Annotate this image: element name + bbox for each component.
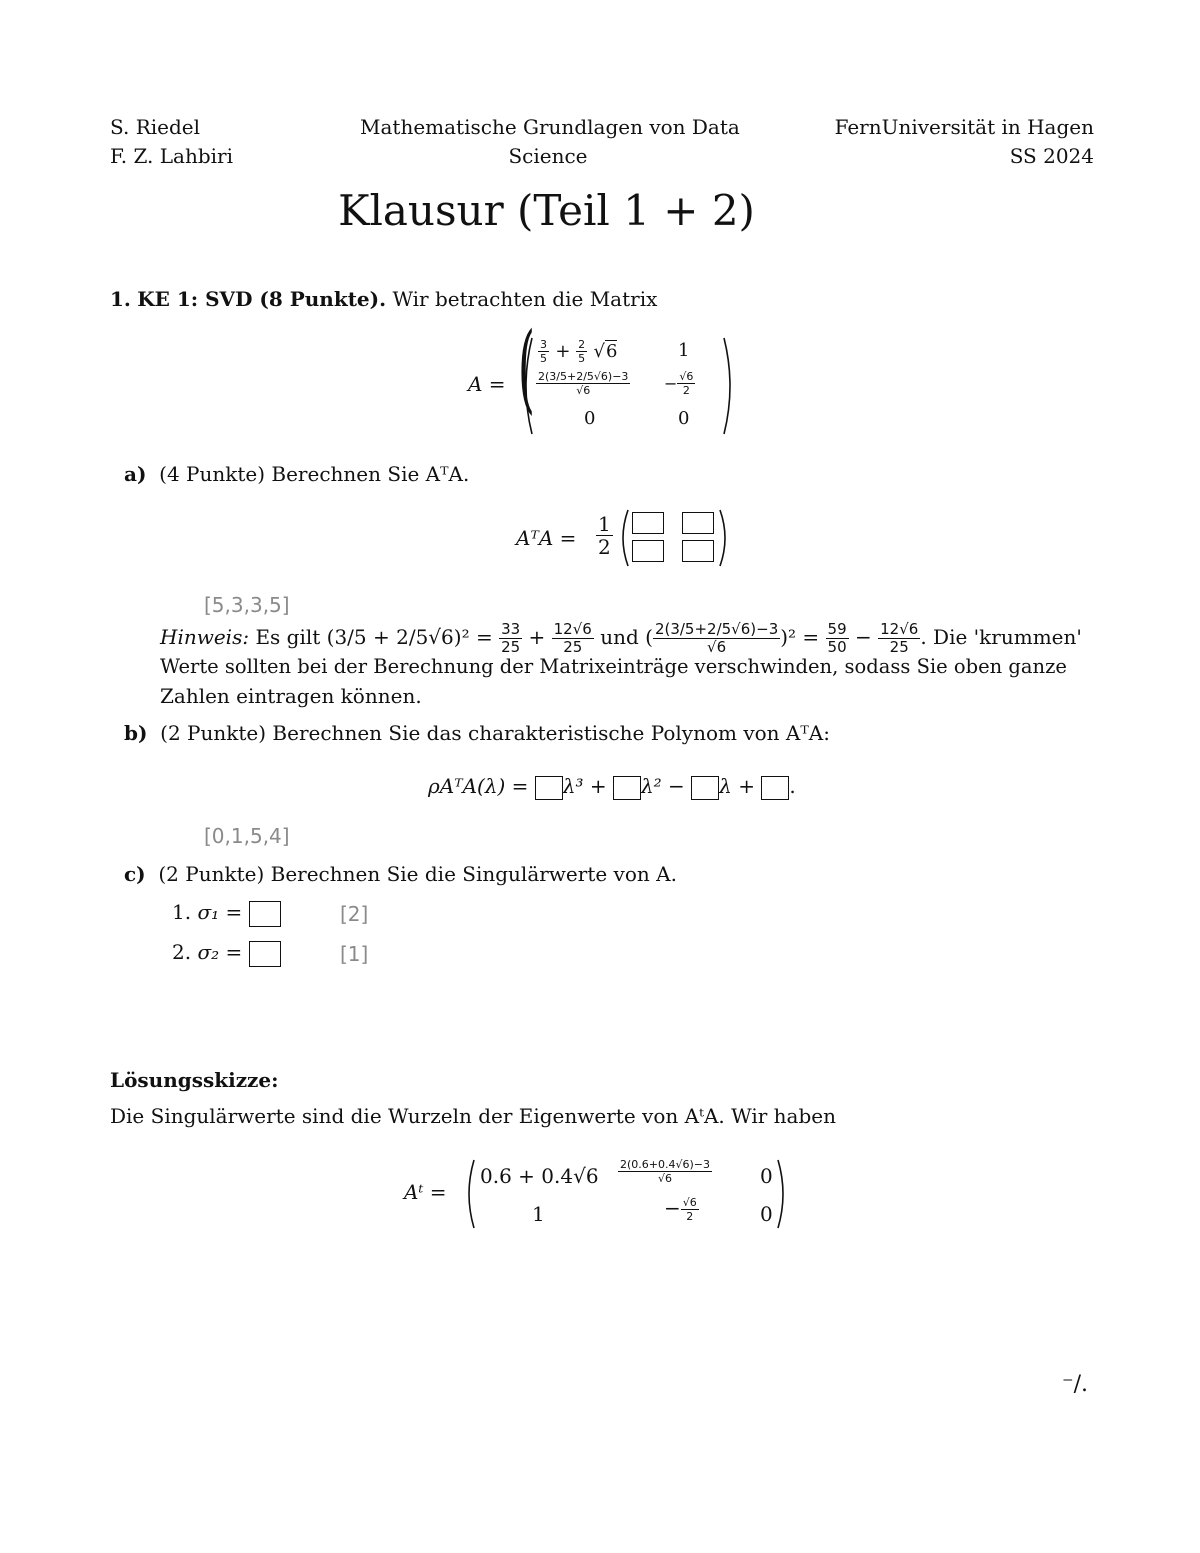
part-a-label: a) (124, 462, 147, 486)
problem-intro: Wir betrachten die Matrix (392, 287, 658, 311)
semester: SS 2024 (1009, 144, 1094, 168)
author-2: F. Z. Lahbiri (110, 144, 233, 168)
page-title: Klausur (Teil 1 + 2) (338, 186, 755, 235)
part-a-answer: [5,3,3,5] (204, 593, 290, 617)
matrix-at-label: Aᵗ = (404, 1180, 447, 1204)
course-title-line-2: Science (508, 144, 588, 168)
part-a-equation (516, 506, 736, 570)
matrix-a-r1c1: $\frac{3}{5}$ + $\frac{2}{5}$ √6 (540, 338, 618, 365)
matrix-at-r1c3: 0 (760, 1164, 773, 1188)
part-b-label: b) (124, 721, 148, 745)
ata-answer-box-21[interactable] (632, 540, 664, 562)
matrix-a-r1c2: 1 (678, 340, 690, 361)
hint-line-2: Werte sollten bei der Berechnung der Matrixeinträge verschwinden, sodass Sie oben ganze (160, 655, 1067, 678)
sigma-1-answer-box[interactable] (249, 901, 281, 927)
singular-value-1: 1. σ₁ = (172, 900, 281, 927)
sigma-2-answer-box[interactable] (249, 941, 281, 967)
part-b-question (124, 721, 830, 745)
course-title-line-1: Mathematische Grundlagen von Data (360, 115, 740, 139)
char-polynomial-equation: ρAᵀA(λ) = λ³ + λ² − λ + . (428, 774, 796, 798)
matrix-a-r3c2: 0 (678, 408, 690, 429)
part-c-label: c) (124, 862, 146, 886)
matrix-a-left-paren: ( (518, 312, 535, 424)
matrix-a-label: A = (468, 372, 506, 396)
hint-line-3: Zahlen eintragen können. (160, 684, 422, 708)
problem-heading (110, 287, 657, 311)
matrix-at-r1c1: 0.6 + 0.4√6 (480, 1164, 599, 1188)
matrix-at-r2c2: − $\frac{√6}{2}$ (664, 1196, 697, 1223)
part-b-answer: [0,1,5,4] (204, 824, 290, 848)
solution-text: Die Singulärwerte sind die Wurzeln der Eigenwerte von AᵗA. Wir haben (110, 1104, 836, 1128)
char-polynomial-lhs: ρAᵀA(λ) = (428, 774, 529, 798)
sigma-2-answer: [1] (340, 942, 369, 966)
matrix-a-r2c2: − $\frac{√6}{2}$ (664, 370, 694, 397)
hint-label: Hinweis: (160, 625, 250, 649)
ata-label: AᵀA = (516, 526, 577, 550)
part-a-question (124, 462, 469, 486)
singular-value-2: 2. σ₂ = (172, 940, 281, 967)
problem-number: 1. (110, 287, 131, 311)
page-mark: ⁻/. (1062, 1372, 1089, 1397)
ata-answer-box-12[interactable] (682, 512, 714, 534)
poly-coeff-box-3[interactable] (691, 776, 719, 800)
hint-line-1: Hinweis: Es gilt (3/5 + 2/5√6)² = $\frac{33}{25}$ + $\frac{12√6}{25}$ und ( $\frac{2(3/5+2/5√6)-3}{√6}$ )² = $\frac{59}{50}$ − $\frac{12√6}{25}$ . Die 'krummen' (160, 620, 1082, 656)
matrix-a-r2c1: $\frac{2(3/5+2/5√6)-3}{√6}$ (538, 370, 629, 397)
matrix-at-r1c2: $\frac{2(0.6+0.4√6)-3}{√6}$ (620, 1158, 711, 1185)
matrix-at (404, 1156, 794, 1232)
part-a-text: (4 Punkte) Berechnen Sie AᵀA. (159, 462, 470, 486)
solution-heading: Lösungsskizze: (110, 1068, 279, 1092)
matrix-a (468, 312, 738, 438)
matrix-a-r3c1: 0 (584, 408, 596, 429)
one-half-fraction: $\frac{1}{2}$ (598, 512, 611, 559)
part-c-question (124, 862, 677, 886)
ata-answer-box-11[interactable] (632, 512, 664, 534)
matrix-a-brackets (518, 334, 738, 438)
poly-coeff-box-2[interactable] (613, 776, 641, 800)
part-b-text: (2 Punkte) Berechnen Sie das charakteristische Polynom von AᵀA: (160, 721, 830, 745)
author-1: S. Riedel (110, 115, 201, 139)
poly-coeff-box-4[interactable] (761, 776, 789, 800)
university: FernUniversität in Hagen (834, 115, 1094, 139)
ata-answer-box-22[interactable] (682, 540, 714, 562)
part-c-text: (2 Punkte) Berechnen Sie die Singulärwerte von A. (158, 862, 677, 886)
matrix-at-r2c1: 1 (532, 1202, 545, 1226)
sigma-1-answer: [2] (340, 902, 369, 926)
problem-title: KE 1: SVD (8 Punkte). (137, 287, 387, 311)
matrix-at-r2c3: 0 (760, 1202, 773, 1226)
poly-coeff-box-1[interactable] (535, 776, 563, 800)
